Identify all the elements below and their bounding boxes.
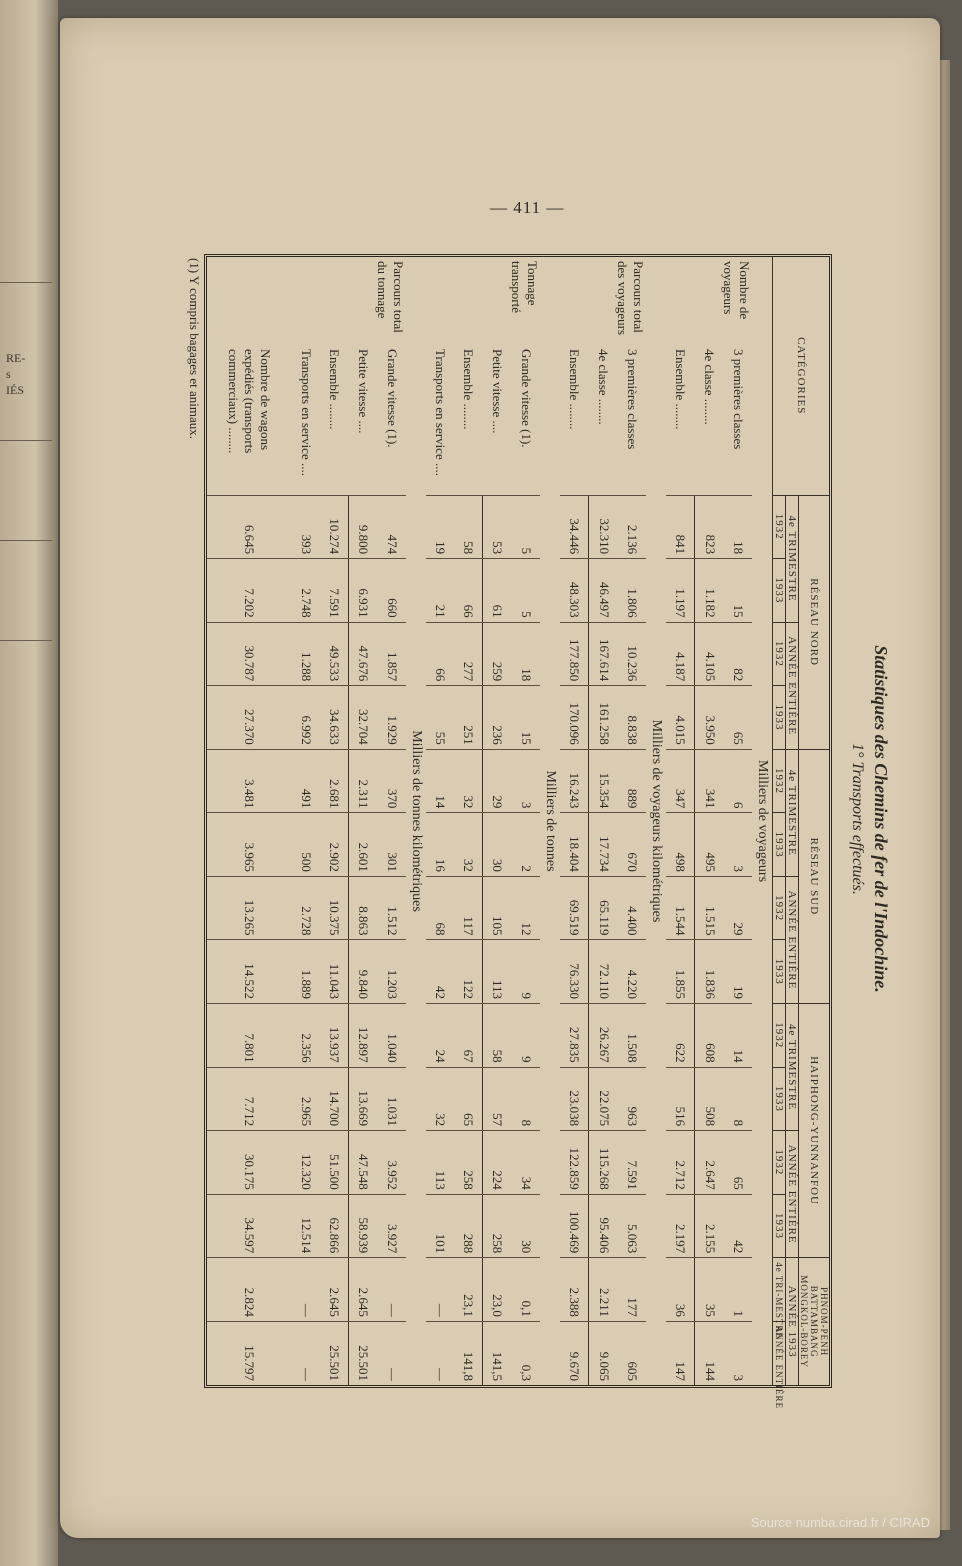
table-cell: 963 (618, 1067, 646, 1131)
table-cell: 69.519 (560, 876, 589, 940)
table-row (724, 257, 752, 1385)
table-row (207, 257, 291, 1385)
table-cell: 122 (454, 940, 483, 1004)
statistics-table (207, 257, 829, 1410)
table-cell: 17.734 (589, 813, 618, 877)
table-cell: 25.501 (349, 1321, 378, 1385)
table-cell: 1.806 (618, 559, 646, 623)
table-cell: 14.700 (320, 1067, 349, 1131)
table-cell: 224 (483, 1131, 512, 1195)
table-cell: 26.267 (589, 1004, 618, 1068)
table-cell: 2.645 (349, 1258, 378, 1322)
section-heading-row (752, 257, 773, 1385)
table-row (695, 257, 724, 1385)
table-cell: 117 (454, 876, 483, 940)
table-cell: 2.311 (349, 749, 378, 813)
table-cell: 236 (483, 686, 512, 750)
header-period: ANNÉE ENTIÈRE (786, 622, 799, 749)
table-cell: 288 (454, 1194, 483, 1258)
table-cell: 19 (724, 940, 752, 1004)
table-cell: 7.202 (207, 559, 291, 623)
table-cell: 61 (483, 559, 512, 623)
table-cell: 32 (454, 749, 483, 813)
table-cell: 347 (666, 749, 695, 813)
table-cell: 0,3 (512, 1321, 540, 1385)
table-row (618, 257, 646, 1385)
table-body (207, 257, 773, 1385)
header-year: 1933 (773, 1194, 786, 1258)
footnote: (1) Y compris bagages et animaux. (187, 258, 202, 439)
header-year: 1933 (773, 686, 786, 750)
table-cell: 47.676 (349, 622, 378, 686)
row-label: Petite vitesse .... (356, 349, 372, 434)
table-cell: 101 (426, 1194, 454, 1258)
section-heading: Milliers de voyageurs (755, 759, 770, 883)
table-cell: 4.220 (618, 940, 646, 1004)
table-cell: 9.840 (349, 940, 378, 1004)
table-cell: 65 (724, 686, 752, 750)
page-number: — 411 — (490, 198, 565, 217)
table-cell: 251 (454, 686, 483, 750)
table-cell: 46.497 (589, 559, 618, 623)
table-cell: 8.838 (618, 686, 646, 750)
table-cell: 660 (378, 559, 406, 623)
table-cell: 65 (454, 1067, 483, 1131)
table-cell: 122.859 (560, 1131, 589, 1195)
table-cell: 3 (724, 813, 752, 877)
table-cell: 500 (291, 813, 319, 877)
row-label: 4e classe ........ (702, 349, 718, 425)
header-year: 1933 (773, 813, 786, 877)
table-cell: 95.406 (589, 1194, 618, 1258)
table-cell: 35 (695, 1258, 724, 1322)
table-cell: 10.274 (320, 495, 349, 559)
table-cell: — (378, 1258, 406, 1322)
table-cell: 48.303 (560, 559, 589, 623)
table-cell: 161.258 (589, 686, 618, 750)
table-cell: 32 (454, 813, 483, 877)
table-cell: 2.902 (320, 813, 349, 877)
rotated-table-block (156, 244, 898, 1410)
table-cell: 66 (454, 559, 483, 623)
row-label: Petite vitesse .... (490, 349, 506, 434)
table-cell: 889 (618, 749, 646, 813)
table-cell: 30 (483, 813, 512, 877)
table-cell: 1.929 (378, 686, 406, 750)
header-period: 4e TRIMESTRE (786, 495, 799, 622)
table-cell: 3.952 (378, 1131, 406, 1195)
header-year: 1932 (773, 1004, 786, 1068)
table-cell: 1.855 (666, 940, 695, 1004)
table-cell: 2.136 (618, 495, 646, 559)
table-cell: 65.119 (589, 876, 618, 940)
row-label: Ensemble ........ (327, 349, 343, 430)
table-row (512, 257, 540, 1385)
table-cell: 5.063 (618, 1194, 646, 1258)
table-cell: 30 (512, 1194, 540, 1258)
table-cell: 170.096 (560, 686, 589, 750)
table-cell: 32.704 (349, 686, 378, 750)
table-cell: 13.937 (320, 1004, 349, 1068)
row-label: Nombre de wagons expédiés (transports commerciaux) ........ (226, 349, 274, 454)
table-row (454, 257, 483, 1385)
table-cell: 491 (291, 749, 319, 813)
table-cell: 36 (666, 1258, 695, 1322)
table-cell: 32.310 (589, 495, 618, 559)
table-cell: 6.992 (291, 686, 319, 750)
table-cell: 841 (666, 495, 695, 559)
table-cell: 11.043 (320, 940, 349, 1004)
table-cell: 370 (378, 749, 406, 813)
table-cell: 23,0 (483, 1258, 512, 1322)
table-cell: 9.800 (349, 495, 378, 559)
table-cell: 15.354 (589, 749, 618, 813)
header-period: ANNÉE ENTIÈRE (786, 876, 799, 1003)
table-cell: 2.681 (320, 749, 349, 813)
table-cell: 23,1 (454, 1258, 483, 1322)
rule (0, 540, 52, 541)
row-label: 4e classe ........ (596, 349, 612, 425)
row-label: Transports en service .... (298, 349, 314, 476)
section-heading-row (406, 257, 426, 1385)
table-cell: 2.601 (349, 813, 378, 877)
table-cell: 177.850 (560, 622, 589, 686)
table-cell: 2.965 (291, 1067, 319, 1131)
header-period: 4e TRIMESTRE (786, 1004, 799, 1131)
table-cell: 277 (454, 622, 483, 686)
table-cell: 498 (666, 813, 695, 877)
table-cell: 1.182 (695, 559, 724, 623)
table-cell: 4.400 (618, 876, 646, 940)
table-cell: 6.645 (207, 495, 291, 559)
table-cell: 0,1 (512, 1258, 540, 1322)
statistics-table-frame (204, 254, 832, 1410)
table-cell: — (426, 1321, 454, 1385)
table-cell: 823 (695, 495, 724, 559)
table-cell: 7.591 (618, 1131, 646, 1195)
header-network: RÉSEAU NORD (799, 495, 830, 749)
table-cell: 15 (724, 559, 752, 623)
table-cell: 8 (512, 1067, 540, 1131)
table-cell: 30.787 (207, 622, 291, 686)
table-cell: — (291, 1321, 319, 1385)
table-cell: 62.866 (320, 1194, 349, 1258)
table-cell: 5 (512, 495, 540, 559)
header-pp-year: ANNÉE 1933 (786, 1258, 799, 1385)
table-cell: — (426, 1258, 454, 1322)
rule (0, 640, 52, 641)
table-cell: 34.597 (207, 1194, 291, 1258)
table-cell: 4.187 (666, 622, 695, 686)
table-cell: 258 (483, 1194, 512, 1258)
section-heading-row (646, 257, 666, 1385)
table-cell: 670 (618, 813, 646, 877)
table-cell: 495 (695, 813, 724, 877)
table-row (378, 257, 406, 1385)
table-cell: 1.544 (666, 876, 695, 940)
table-cell: 9.065 (589, 1321, 618, 1385)
left-text-fragment: s (6, 367, 11, 381)
table-cell: 2.356 (291, 1004, 319, 1068)
table-cell: 3.965 (207, 813, 291, 877)
table-cell: 13.265 (207, 876, 291, 940)
row-label: Ensemble ........ (567, 349, 583, 430)
table-cell: 2.824 (207, 1258, 291, 1322)
table-row (483, 257, 512, 1385)
section-heading: Milliers de voyageurs kilométriques (648, 719, 664, 923)
table-cell: 2.155 (695, 1194, 724, 1258)
header-year: 1932 (773, 1131, 786, 1195)
section-heading: Milliers de tonnes kilométriques (408, 730, 424, 912)
table-cell: 508 (695, 1067, 724, 1131)
table-cell: 34.446 (560, 495, 589, 559)
table-cell: 58.939 (349, 1194, 378, 1258)
table-cell: 1.203 (378, 940, 406, 1004)
table-cell: 58 (483, 1004, 512, 1068)
table-cell: 2.748 (291, 559, 319, 623)
row-group-label: Parcours total des voyageurs (614, 261, 646, 336)
header-pp-period: 4e TRI-MESTRE (773, 1258, 786, 1322)
table-cell: 4.015 (666, 686, 695, 750)
table-cell: 1.508 (618, 1004, 646, 1068)
table-cell: 55 (426, 686, 454, 750)
header-year: 1933 (773, 1067, 786, 1131)
row-group-label: Tonnage transporté (508, 261, 540, 313)
table-cell: 8 (724, 1067, 752, 1131)
table-cell: 29 (724, 876, 752, 940)
table-cell: 18.404 (560, 813, 589, 877)
table-row (426, 257, 454, 1385)
table-cell: 113 (483, 940, 512, 1004)
table-cell: 53 (483, 495, 512, 559)
table-cell: 10.375 (320, 876, 349, 940)
header-year: 1932 (773, 622, 786, 686)
table-cell: 12.897 (349, 1004, 378, 1068)
table-cell: 16 (426, 813, 454, 877)
table-cell: 1.040 (378, 1004, 406, 1068)
table-cell: 29 (483, 749, 512, 813)
table-cell: 22.075 (589, 1067, 618, 1131)
table-cell: 7.591 (320, 559, 349, 623)
table-cell: 1.288 (291, 622, 319, 686)
table-row (291, 257, 319, 1385)
table-cell: 25.501 (320, 1321, 349, 1385)
table-cell: 34 (512, 1131, 540, 1195)
table-cell: 47.548 (349, 1131, 378, 1195)
table-cell: 7.801 (207, 1004, 291, 1068)
table-cell: 32 (426, 1067, 454, 1131)
table-cell: 2.211 (589, 1258, 618, 1322)
table-cell: 3.481 (207, 749, 291, 813)
table-cell: 5 (512, 559, 540, 623)
table-cell: 9.670 (560, 1321, 589, 1385)
table-row (666, 257, 695, 1385)
table-cell: 82 (724, 622, 752, 686)
table-cell: 76.330 (560, 940, 589, 1004)
table-cell: 167.614 (589, 622, 618, 686)
row-label: Grande vitesse (1). (518, 349, 534, 448)
table-cell: 14 (426, 749, 454, 813)
table-cell: 10.236 (618, 622, 646, 686)
header-year: 1932 (773, 495, 786, 559)
row-label: 3 premières classes (624, 349, 640, 450)
table-cell: 144 (695, 1321, 724, 1385)
table-cell: 3.950 (695, 686, 724, 750)
table-cell: 12.514 (291, 1194, 319, 1258)
table-cell: 42 (426, 940, 454, 1004)
header-year: 1933 (773, 940, 786, 1004)
table-cell: 100.469 (560, 1194, 589, 1258)
table-cell: 622 (666, 1004, 695, 1068)
table-cell: 1.031 (378, 1067, 406, 1131)
table-cell: 16.243 (560, 749, 589, 813)
section-heading: Milliers de tonnes (542, 770, 558, 872)
table-cell: 12 (512, 876, 540, 940)
left-text-fragment: RE- (6, 351, 26, 365)
left-page-edge (0, 0, 58, 1566)
table-cell: 341 (695, 749, 724, 813)
header-categories: CATÉGORIES (773, 257, 830, 495)
header-year: 1933 (773, 559, 786, 623)
header-year: 1932 (773, 876, 786, 940)
table-cell: 57 (483, 1067, 512, 1131)
table-cell: 1.857 (378, 622, 406, 686)
section-heading-row (540, 257, 560, 1385)
table-cell: 516 (666, 1067, 695, 1131)
table-cell: 27.370 (207, 686, 291, 750)
table-cell: 3.927 (378, 1194, 406, 1258)
header-network: HAIPHONG-YUNNANFOU (799, 1004, 830, 1258)
table-cell: 105 (483, 876, 512, 940)
table-cell: 1.512 (378, 876, 406, 940)
header-network: RÉSEAU SUD (799, 749, 830, 1003)
table-cell: 141,8 (454, 1321, 483, 1385)
table-cell: 72.110 (589, 940, 618, 1004)
table-cell: 42 (724, 1194, 752, 1258)
table-cell: 15 (512, 686, 540, 750)
table-row (349, 257, 378, 1385)
header-pp-period: ANNÉE ENTIÈRE (773, 1321, 786, 1385)
book-page (60, 18, 940, 1538)
table-cell: 18 (512, 622, 540, 686)
table-cell: 12.320 (291, 1131, 319, 1195)
table-cell: 6 (724, 749, 752, 813)
table-cell: 30.175 (207, 1131, 291, 1195)
table-cell: 2.388 (560, 1258, 589, 1322)
table-cell: 24 (426, 1004, 454, 1068)
table-cell: 19 (426, 495, 454, 559)
header-period: ANNÉE ENTIÈRE (786, 1131, 799, 1258)
table-cell: 2 (512, 813, 540, 877)
table-cell: 65 (724, 1131, 752, 1195)
header-year: 1932 (773, 749, 786, 813)
table-cell: 393 (291, 495, 319, 559)
table-cell: 113 (426, 1131, 454, 1195)
table-cell: 34.633 (320, 686, 349, 750)
row-group-label: Parcours total du tonnage (374, 261, 406, 333)
table-cell: 14 (724, 1004, 752, 1068)
table-cell: 608 (695, 1004, 724, 1068)
table-cell: 67 (454, 1004, 483, 1068)
table-cell: 1 (724, 1258, 752, 1322)
table-cell: 9 (512, 1004, 540, 1068)
table-cell: 2.645 (320, 1258, 349, 1322)
table-cell: 1.836 (695, 940, 724, 1004)
table-cell: 474 (378, 495, 406, 559)
table-cell: 301 (378, 813, 406, 877)
table-cell: 68 (426, 876, 454, 940)
table-cell: 259 (483, 622, 512, 686)
table-cell: 3 (512, 749, 540, 813)
table-cell: — (291, 1258, 319, 1322)
table-cell: 27.835 (560, 1004, 589, 1068)
table-cell: — (378, 1321, 406, 1385)
table-cell: 177 (618, 1258, 646, 1322)
table-cell: 7.712 (207, 1067, 291, 1131)
table-cell: 2.712 (666, 1131, 695, 1195)
table-cell: 21 (426, 559, 454, 623)
table-row (589, 257, 618, 1385)
table-cell: 605 (618, 1321, 646, 1385)
table-cell: 258 (454, 1131, 483, 1195)
row-group-label: Nombre de voyageurs (721, 261, 752, 320)
table-title: Statistiques des Chemins de fer de l'Indochine. (871, 645, 891, 993)
header-network: PHNOM-PENH BATTAMBANG MONGKOL-BOREY (799, 1258, 830, 1385)
table-cell: 141,5 (483, 1321, 512, 1385)
table-cell: 18 (724, 495, 752, 559)
row-label: Grande vitesse (1). (384, 349, 400, 448)
table-cell: 8.863 (349, 876, 378, 940)
table-cell: 1.515 (695, 876, 724, 940)
table-cell: 2.197 (666, 1194, 695, 1258)
row-label: Transports en service .... (432, 349, 448, 476)
source-credit: Source numba.cirad.fr / CIRAD (750, 1515, 930, 1530)
table-row (320, 257, 349, 1385)
table-row (560, 257, 589, 1385)
table-cell: 13.669 (349, 1067, 378, 1131)
rule (0, 440, 52, 441)
header-period: 4e TRIMESTRE (786, 749, 799, 876)
row-label: Ensemble ........ (673, 349, 689, 430)
table-cell: 1.197 (666, 559, 695, 623)
table-cell: 3 (724, 1321, 752, 1385)
table-cell: 49.533 (320, 622, 349, 686)
left-text-fragment: IÉS (6, 383, 24, 397)
row-label: Ensemble ........ (461, 349, 477, 430)
table-cell: 6.931 (349, 559, 378, 623)
table-cell: 4.105 (695, 622, 724, 686)
table-cell: 147 (666, 1321, 695, 1385)
table-cell: 58 (454, 495, 483, 559)
table-cell: 115.268 (589, 1131, 618, 1195)
table-cell: 15.797 (207, 1321, 291, 1385)
table-cell: 9 (512, 940, 540, 1004)
table-cell: 1.889 (291, 940, 319, 1004)
table-cell: 14.522 (207, 940, 291, 1004)
table-cell: 66 (426, 622, 454, 686)
table-cell: 2.647 (695, 1131, 724, 1195)
table-cell: 51.500 (320, 1131, 349, 1195)
table-cell: 23.038 (560, 1067, 589, 1131)
table-cell: 2.728 (291, 876, 319, 940)
table-subtitle: 1° Transports effectués. (849, 743, 866, 895)
row-label: 3 premières classes (730, 349, 746, 450)
rule (0, 282, 52, 283)
